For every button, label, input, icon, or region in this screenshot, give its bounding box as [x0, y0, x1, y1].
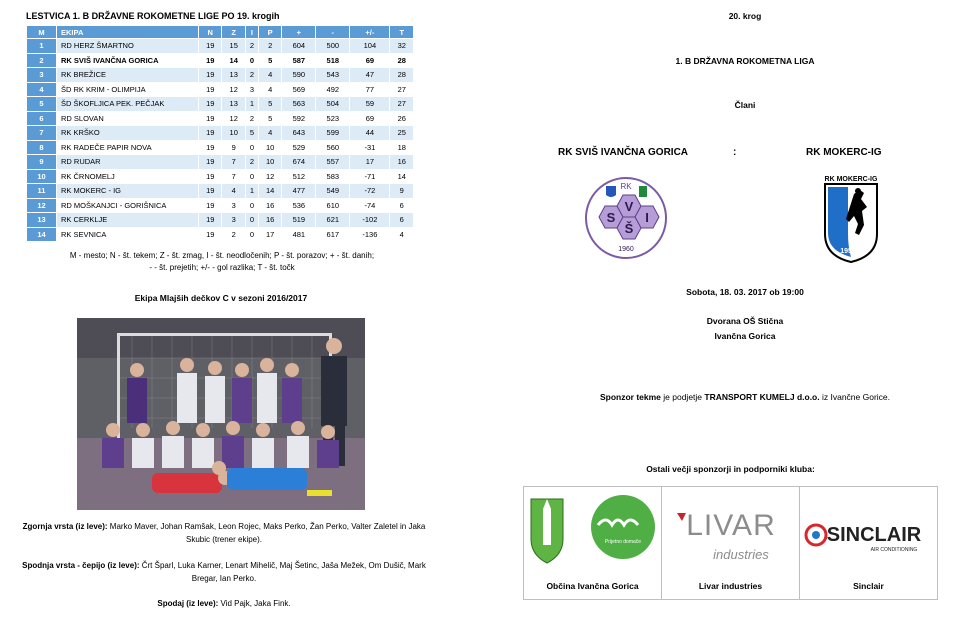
sponsor-cell-obcina — [524, 487, 662, 599]
caption-top-label: Zgornja vrsta (iz leve): — [22, 522, 108, 531]
standings-cell: 7 — [222, 155, 245, 170]
match-sponsor-line — [540, 392, 950, 402]
standings-cell: -71 — [350, 169, 390, 184]
standings-cell: 7 — [222, 169, 245, 184]
standings-cell: -102 — [350, 213, 390, 228]
standings-cell: -74 — [350, 198, 390, 213]
standings-header-cell: N — [199, 26, 222, 39]
standings-cell: 560 — [316, 140, 350, 155]
standings-cell: 19 — [199, 169, 222, 184]
standings-cell: 19 — [199, 198, 222, 213]
standings-cell: 19 — [199, 68, 222, 83]
sponsor-label-sinclair: Sinclair — [853, 581, 884, 591]
sponsor-label-livar: Livar industries — [698, 581, 763, 591]
standings-rank: 8 — [27, 140, 57, 155]
standings-cell: 590 — [282, 68, 316, 83]
sponsor-cell-livar — [662, 487, 800, 599]
standings-row — [27, 126, 414, 141]
standings-rank: 14 — [27, 227, 57, 242]
standings-cell: 13 — [222, 97, 245, 112]
standings-rank: 2 — [27, 53, 57, 68]
standings-cell: 69 — [350, 53, 390, 68]
svis-logo-letter: V — [624, 199, 634, 214]
standings-rank: 6 — [27, 111, 57, 126]
caption-lying-row — [20, 597, 428, 610]
standings-cell: 3 — [222, 198, 245, 213]
standings-cell: 500 — [316, 39, 350, 54]
standings-cell: 12 — [258, 169, 281, 184]
standings-cell: 4 — [390, 227, 414, 242]
standings-cell: 0 — [245, 198, 258, 213]
svis-logo-letter: I — [645, 210, 649, 225]
standings-cell: 504 — [316, 97, 350, 112]
match-category: Člani — [734, 100, 756, 110]
standings-cell: 10 — [258, 140, 281, 155]
sinclair-logo — [802, 509, 936, 569]
standings-row — [27, 140, 414, 155]
standings-cell: 28 — [390, 68, 414, 83]
standings-row — [27, 184, 414, 199]
standings-team: RK SVIŠ IVANČNA GORICA — [57, 53, 199, 68]
livar-logo-sub: industries — [713, 547, 769, 562]
standings-cell: 4 — [258, 126, 281, 141]
standings-cell: 47 — [350, 68, 390, 83]
svis-logo-letter: S — [606, 210, 616, 225]
standings-cell: 9 — [390, 184, 414, 199]
mokerc-logo-year: 1959 — [840, 248, 856, 255]
standings-team: RK CERKLJE — [57, 213, 199, 228]
standings-cell: 0 — [245, 227, 258, 242]
standings-cell: 19 — [199, 126, 222, 141]
standings-header-cell: M — [27, 26, 57, 39]
match-separator: : — [733, 147, 737, 158]
standings-cell: 44 — [350, 126, 390, 141]
standings-header-cell: + — [282, 26, 316, 39]
standings-cell: 9 — [222, 140, 245, 155]
standings-rank: 10 — [27, 169, 57, 184]
standings-header-cell: - — [316, 26, 350, 39]
standings-cell: 599 — [316, 126, 350, 141]
standings-cell: 2 — [222, 227, 245, 242]
standings-cell: 19 — [199, 184, 222, 199]
standings-row — [27, 39, 414, 54]
standings-team: RK ČRNOMELJ — [57, 169, 199, 184]
standings-cell: 5 — [245, 126, 258, 141]
standings-cell: 3 — [222, 213, 245, 228]
match-round: 20. krog — [728, 11, 762, 21]
caption-bottom-row — [20, 559, 428, 585]
standings-cell: 512 — [282, 169, 316, 184]
standings-cell: 0 — [245, 53, 258, 68]
sponsors-grid — [523, 486, 938, 600]
standings-cell: 2 — [258, 39, 281, 54]
standings-cell: 518 — [316, 53, 350, 68]
standings-row — [27, 227, 414, 242]
standings-cell: 477 — [282, 184, 316, 199]
standings-cell: -136 — [350, 227, 390, 242]
standings-cell: 0 — [245, 213, 258, 228]
svis-logo-year: 1960 — [618, 246, 634, 253]
standings-cell: 19 — [199, 155, 222, 170]
standings-cell: 14 — [222, 53, 245, 68]
standings-cell: 569 — [282, 82, 316, 97]
standings-cell: 4 — [222, 184, 245, 199]
standings-cell: 16 — [390, 155, 414, 170]
standings-cell: 2 — [245, 39, 258, 54]
standings-team: RK RADEČE PAPIR NOVA — [57, 140, 199, 155]
standings-header-cell: P — [258, 26, 281, 39]
standings-rank: 3 — [27, 68, 57, 83]
standings-cell: 5 — [258, 53, 281, 68]
mokerc-logo-name: RK MOKERC-IG — [824, 176, 878, 183]
standings-cell: 481 — [282, 227, 316, 242]
standings-cell: 3 — [245, 82, 258, 97]
standings-header-cell: I — [245, 26, 258, 39]
standings-cell: 10 — [258, 155, 281, 170]
standings-cell: 12 — [222, 82, 245, 97]
svis-logo — [584, 176, 668, 260]
standings-rank: 11 — [27, 184, 57, 199]
caption-bottom-names: Črt Šparl, Luka Karner, Lenart Mihelič, Maj Šetinc, Jaša Mežek, Om Dušič, Mark Bregar, Ian Perko. — [139, 561, 426, 583]
standings-cell: 587 — [282, 53, 316, 68]
standings-cell: 1 — [245, 184, 258, 199]
standings-rank: 7 — [27, 126, 57, 141]
standings-cell: 543 — [316, 68, 350, 83]
match-datetime: Sobota, 18. 03. 2017 ob 19:00 — [686, 287, 804, 297]
standings-cell: 14 — [258, 184, 281, 199]
standings-team: RD SLOVAN — [57, 111, 199, 126]
standings-rank: 5 — [27, 97, 57, 112]
standings-cell: 15 — [222, 39, 245, 54]
standings-header-cell: EKIPA — [57, 26, 199, 39]
livar-logo-main: LIVAR — [686, 509, 776, 542]
standings-cell: 5 — [258, 97, 281, 112]
team-photo — [77, 318, 365, 510]
standings-table — [26, 25, 414, 242]
standings-cell: 610 — [316, 198, 350, 213]
standings-cell: 519 — [282, 213, 316, 228]
standings-row — [27, 155, 414, 170]
standings-cell: 59 — [350, 97, 390, 112]
standings-team: RK BREŽICE — [57, 68, 199, 83]
standings-cell: 643 — [282, 126, 316, 141]
standings-cell: 19 — [199, 140, 222, 155]
caption-lying-names: Vid Pajk, Jaka Fink. — [218, 599, 291, 608]
caption-lying-label: Spodaj (iz leve): — [157, 599, 219, 608]
standings-row — [27, 169, 414, 184]
standings-rank: 13 — [27, 213, 57, 228]
livar-logo — [664, 499, 798, 569]
standings-cell: 529 — [282, 140, 316, 155]
standings-cell: 19 — [199, 39, 222, 54]
standings-cell: 523 — [316, 111, 350, 126]
svis-logo-letter: Š — [624, 221, 634, 236]
standings-cell: 6 — [390, 198, 414, 213]
legend-line-1: M - mesto; N - št. tekem; Z - št. zmag, I - št. neodločenih; P - št. porazov; + - št. danih; — [69, 251, 375, 260]
standings-cell: 27 — [390, 82, 414, 97]
standings-header-cell: +/- — [350, 26, 390, 39]
standings-header-row — [27, 26, 414, 39]
standings-rank: 12 — [27, 198, 57, 213]
standings-cell: 549 — [316, 184, 350, 199]
standings-cell: 25 — [390, 126, 414, 141]
standings-rank: 1 — [27, 39, 57, 54]
sinclair-logo-sub: AIR CONDITIONING — [870, 547, 918, 553]
standings-cell: 12 — [222, 111, 245, 126]
standings-cell: 16 — [258, 198, 281, 213]
standings-cell: 10 — [222, 126, 245, 141]
standings-cell: 592 — [282, 111, 316, 126]
standings-cell: 674 — [282, 155, 316, 170]
standings-cell: 2 — [245, 68, 258, 83]
standings-cell: 19 — [199, 227, 222, 242]
standings-cell: 5 — [258, 111, 281, 126]
standings-team: RD RUDAR — [57, 155, 199, 170]
legend-line-2: - - št. prejetih; +/- - gol razlika; T - št. točk — [149, 263, 295, 272]
standings-cell: 13 — [222, 68, 245, 83]
standings-cell: 536 — [282, 198, 316, 213]
standings-cell: 18 — [390, 140, 414, 155]
standings-cell: 69 — [350, 111, 390, 126]
away-team-name: RK MOKERC-IG — [806, 147, 882, 158]
venue-line-1: Dvorana OŠ Stična — [706, 316, 784, 326]
obcina-logo-sub: Prijetno domače — [604, 539, 642, 545]
standings-rank: 4 — [27, 82, 57, 97]
standings-cell: 563 — [282, 97, 316, 112]
standings-cell: 19 — [199, 213, 222, 228]
standings-cell: 32 — [390, 39, 414, 54]
sponsor-mid: je podjetje — [660, 392, 705, 402]
home-team-name: RK SVIŠ IVANČNA GORICA — [558, 147, 689, 158]
standings-cell: -31 — [350, 140, 390, 155]
standings-cell: 492 — [316, 82, 350, 97]
standings-legend — [30, 250, 414, 274]
standings-rank: 9 — [27, 155, 57, 170]
standings-row — [27, 53, 414, 68]
standings-cell: 14 — [390, 169, 414, 184]
standings-cell: 28 — [390, 53, 414, 68]
standings-row — [27, 198, 414, 213]
sponsor-label-obcina: Občina Ivančna Gorica — [546, 581, 639, 591]
standings-row — [27, 82, 414, 97]
standings-cell: 4 — [258, 68, 281, 83]
standings-cell: 19 — [199, 97, 222, 112]
standings-team: RK MOKERC - IG — [57, 184, 199, 199]
standings-team: RD HERZ ŠMARTNO — [57, 39, 199, 54]
sinclair-logo-main: SINCLAIR — [826, 524, 922, 546]
standings-cell: 16 — [258, 213, 281, 228]
caption-top-row — [20, 520, 428, 546]
svis-logo-rk: RK — [620, 182, 632, 191]
standings-cell: 17 — [350, 155, 390, 170]
standings-row — [27, 97, 414, 112]
other-sponsors-title: Ostali večji sponzorji in podporniki kluba: — [646, 464, 815, 474]
obcina-logo — [526, 493, 660, 573]
standings-cell: 583 — [316, 169, 350, 184]
venue-line-2: Ivančna Gorica — [714, 331, 776, 341]
standings-team: RK KRŠKO — [57, 126, 199, 141]
standings-row — [27, 111, 414, 126]
standings-cell: 621 — [316, 213, 350, 228]
standings-cell: 557 — [316, 155, 350, 170]
standings-team: RD MOŠKANJCI - GORIŠNICA — [57, 198, 199, 213]
standings-cell: 26 — [390, 111, 414, 126]
mokerc-logo — [822, 172, 880, 264]
team-photo-title: Ekipa Mlajših dečkov C v sezoni 2016/2017 — [134, 293, 308, 303]
standings-cell: -72 — [350, 184, 390, 199]
standings-row — [27, 213, 414, 228]
standings-cell: 19 — [199, 111, 222, 126]
standings-team: ŠD RK KRIM - OLIMPIJA — [57, 82, 199, 97]
match-league: 1. B DRŽAVNA ROKOMETNA LIGA — [675, 56, 815, 66]
caption-bottom-label: Spodnja vrsta - čepijo (iz leve): — [22, 561, 140, 570]
standings-cell: 0 — [245, 140, 258, 155]
standings-cell: 617 — [316, 227, 350, 242]
standings-cell: 1 — [245, 97, 258, 112]
standings-cell: 604 — [282, 39, 316, 54]
standings-cell: 6 — [390, 213, 414, 228]
standings-team: RK SEVNICA — [57, 227, 199, 242]
sponsor-label: Sponzor tekme — [599, 392, 661, 402]
standings-cell: 4 — [258, 82, 281, 97]
standings-header-cell: T — [390, 26, 414, 39]
standings-cell: 104 — [350, 39, 390, 54]
standings-cell: 0 — [245, 169, 258, 184]
sponsor-cell-sinclair — [800, 487, 937, 599]
sponsor-name: TRANSPORT KUMELJ d.o.o. — [704, 392, 820, 402]
standings-header-cell: Z — [222, 26, 245, 39]
standings-cell: 27 — [390, 97, 414, 112]
standings-row — [27, 68, 414, 83]
standings-title: LESTVICA 1. B DRŽAVNE ROKOMETNE LIGE PO 19. krogih — [26, 11, 280, 21]
standings-cell: 19 — [199, 82, 222, 97]
standings-cell: 17 — [258, 227, 281, 242]
standings-cell: 19 — [199, 53, 222, 68]
sponsor-end: iz Ivančne Gorice. — [819, 392, 891, 402]
caption-top-names: Marko Maver, Johan Ramšak, Leon Rojec, Maks Perko, Žan Perko, Valter Zaletel in Jaka Skubic (trener ekipe). — [107, 522, 426, 544]
standings-cell: 2 — [245, 111, 258, 126]
standings-cell: 77 — [350, 82, 390, 97]
standings-team: ŠD ŠKOFLJICA PEK. PEČJAK — [57, 97, 199, 112]
standings-cell: 2 — [245, 155, 258, 170]
